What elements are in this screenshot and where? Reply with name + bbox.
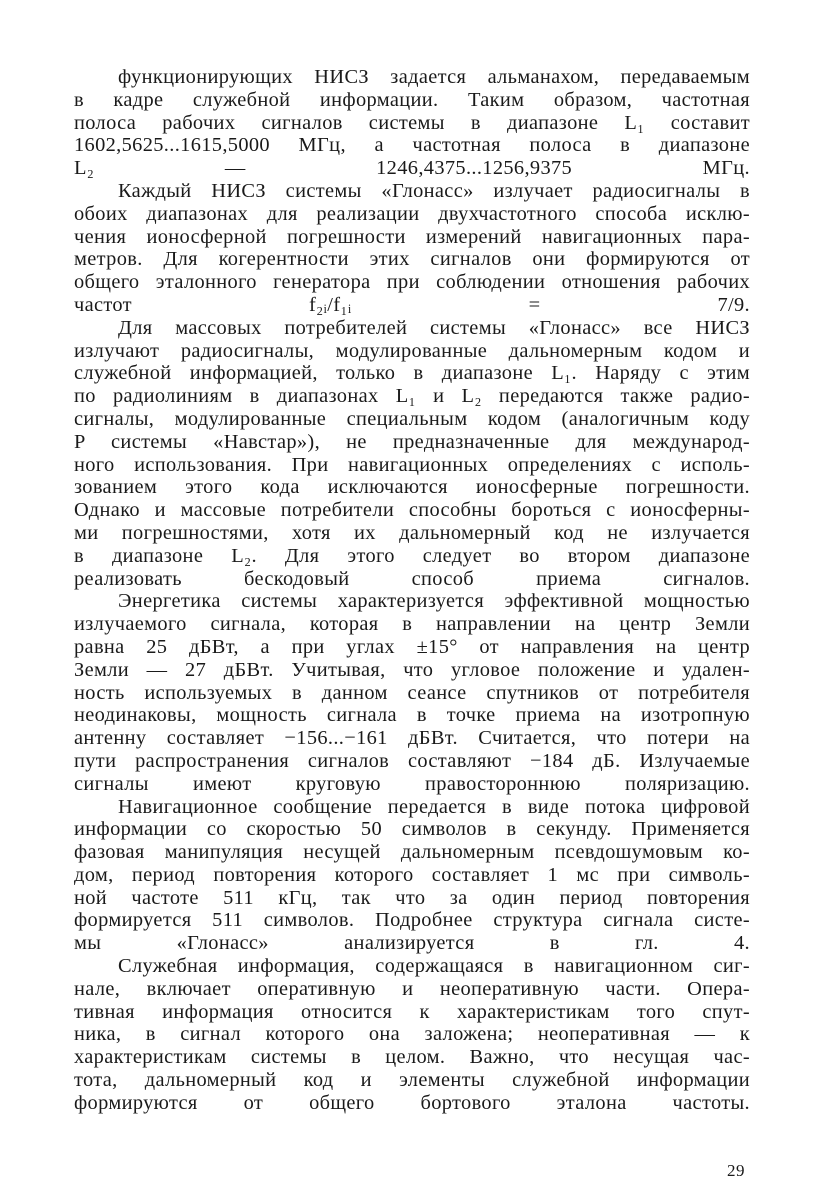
page-number: 29 bbox=[727, 1161, 745, 1180]
text-line: формируются от общего бортового эталона частоты. bbox=[74, 1091, 750, 1114]
text-line: Земли — 27 дБВт. Учитывая, что угловое положение и удален- bbox=[74, 658, 750, 681]
text-line: функционирующих НИСЗ задается альманахом, передаваемым bbox=[118, 66, 750, 88]
text-line: равна 25 дБВт, а при углах ±15° от направления на центр bbox=[74, 635, 750, 658]
text-line: реализовать бескодовый способ приема сигналов. bbox=[74, 567, 750, 590]
text-line: P системы «Навстар»), не предназначенные для международ- bbox=[74, 430, 750, 453]
text-line: полоса рабочих сигналов системы в диапазоне L₁ составит bbox=[74, 111, 750, 134]
text-line: зованием этого кода исключаются ионосферные погрешности. bbox=[74, 476, 750, 499]
text-line: излучаемого сигнала, которая в направлении на центр Земли bbox=[74, 613, 750, 636]
text-line: ми погрешностями, хотя их дальномерный код не излучается bbox=[74, 521, 750, 544]
text-line: ника, в сигнал которого она заложена; неоперативная — к bbox=[74, 1023, 750, 1046]
text-line: метров. Для когерентности этих сигналов они формируются от bbox=[74, 248, 750, 271]
text-line: сигналы имеют круговую правостороннюю поляризацию. bbox=[74, 772, 750, 795]
text-line: излучают радиосигналы, модулированные дальномерным кодом и bbox=[74, 339, 750, 362]
text-line: антенну составляет −156...−161 дБВт. Считается, что потери на bbox=[74, 727, 750, 750]
text-line: пути распространения сигналов составляют −184 дБ. Излучаемые bbox=[74, 749, 750, 772]
text-line: Для массовых потребителей системы «Глонасс» все НИСЗ bbox=[118, 316, 750, 339]
text-line: ной частоте 511 кГц, так что за один период повторения bbox=[74, 886, 750, 909]
page-body bbox=[74, 66, 750, 1115]
text-line: Однако и массовые потребители способны бороться с ионосферны- bbox=[74, 499, 750, 522]
text-line: характеристикам системы в целом. Важно, что несущая час- bbox=[74, 1046, 750, 1069]
text-line: тота, дальномерный код и элементы служебной информации bbox=[74, 1069, 750, 1092]
paragraph bbox=[74, 317, 750, 591]
paragraph bbox=[74, 590, 750, 795]
text-line: сигналы, модулированные специальным кодом (аналогичным коду bbox=[74, 407, 750, 430]
text-line: служебной информацией, только в диапазоне L₁. Наряду с этим bbox=[74, 362, 750, 385]
text-line: нале, включает оперативную и неоперативную части. Опера- bbox=[74, 977, 750, 1000]
text-line: 1602,5625...1615,5000 МГц, а частотная полоса в диапазоне bbox=[74, 134, 750, 157]
paragraph bbox=[74, 180, 750, 317]
text-line: Каждый НИСЗ системы «Глонасс» излучает радиосигналы в bbox=[118, 179, 750, 202]
paragraph bbox=[74, 66, 750, 180]
text-line: чения ионосферной погрешности измерений навигационных пара- bbox=[74, 225, 750, 248]
text-line: в кадре служебной информации. Таким образом, частотная bbox=[74, 88, 750, 111]
text-line: формируется 511 символов. Подробнее структура сигнала систе- bbox=[74, 909, 750, 932]
text-line: общего эталонного генератора при соблюдении отношения рабочих bbox=[74, 271, 750, 294]
text-line: тивная информация относится к характеристикам того спут- bbox=[74, 1000, 750, 1023]
text-line: L₂ — 1246,4375...1256,9375 МГц. bbox=[74, 157, 750, 180]
text-line: Навигационное сообщение передается в виде потока цифровой bbox=[118, 795, 750, 818]
text-line: по радиолиниям в диапазонах L₁ и L₂ передаются также радио- bbox=[74, 385, 750, 408]
text-line: дом, период повторения которого составляет 1 мс при символь- bbox=[74, 863, 750, 886]
text-line: Служебная информация, содержащаяся в навигационном сиг- bbox=[118, 955, 750, 978]
text-line: ного использования. При навигационных определениях с исполь- bbox=[74, 453, 750, 476]
text-line: в диапазоне L₂. Для этого следует во втором диапазоне bbox=[74, 544, 750, 567]
paragraph bbox=[74, 955, 750, 1115]
paragraph bbox=[74, 796, 750, 956]
text-line: Энергетика системы характеризуется эффективной мощностью bbox=[118, 590, 750, 613]
text-line: мы «Глонасс» анализируется в гл. 4. bbox=[74, 932, 750, 955]
text-line: ность используемых в данном сеансе спутников от потребителя bbox=[74, 681, 750, 704]
text-line: информации со скоростью 50 символов в секунду. Применяется bbox=[74, 818, 750, 841]
text-line: фазовая манипуляция несущей дальномерным псевдошумовым ко- bbox=[74, 841, 750, 864]
text-line: обоих диапазонах для реализации двухчастотного способа исклю- bbox=[74, 202, 750, 225]
text-line: неодинаковы, мощность сигнала в точке приема на изотропную bbox=[74, 704, 750, 727]
text-line: частот f₂ᵢ/f₁ᵢ = 7/9. bbox=[74, 293, 750, 316]
